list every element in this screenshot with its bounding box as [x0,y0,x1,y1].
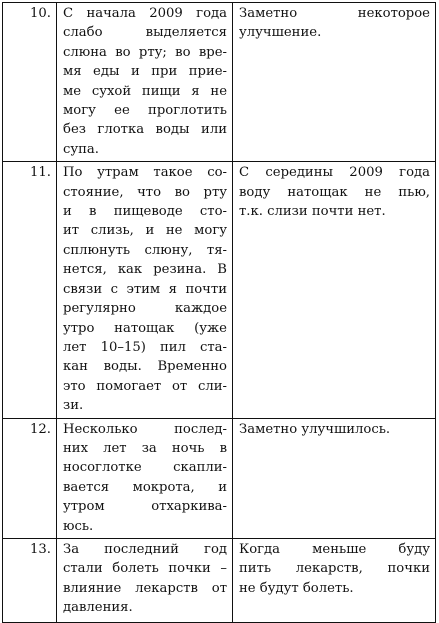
symptoms-table [2,2,436,623]
text-line: утром отхаркива- [63,499,227,515]
text-line: мя еды и при прие- [63,64,227,80]
text-line: нется, как резина. В [63,262,227,278]
treatment-result [233,418,436,538]
text-line: лет 10–15) пил ста- [63,339,227,355]
table-row [3,538,436,622]
text-line: не будут болеть. [239,580,354,596]
text-line: вается мокрота, и [63,479,227,495]
symptom-description [57,3,233,162]
text-line: За последний год [63,541,227,557]
text-line: регулярно каждое [63,301,227,317]
text-line: связи с этим я почти [63,281,227,297]
table-row [3,162,436,418]
table-body [3,3,436,623]
text-line: носоглотке скапли- [63,460,227,476]
text-line: могу ее проглотить [63,103,227,119]
text-line: них лет за ночь в [63,440,227,456]
text-line: Когда меньше буду [239,541,430,557]
text-line: утро натощак (уже [63,320,227,336]
symptom-description [57,538,233,622]
text-line: стали болеть почки – [63,561,227,577]
text-line: ит слизь, и не могу [63,223,227,239]
text-line: это помогает от сли- [63,378,227,394]
text-line: слабо выделяется [63,25,227,41]
text-line: Несколько послед- [63,421,227,437]
text-line: Заметно некоторое [239,6,430,21]
treatment-result [233,538,436,622]
text-line: сплюнуть слюну, тя- [63,242,227,258]
symptom-description [57,418,233,538]
text-line: стояние, что во рту [63,184,227,200]
symptom-description [57,162,233,418]
table-row [3,418,436,538]
text-line: Заметно улучшилось. [239,421,391,437]
text-line: кан воды. Временно [63,359,227,375]
text-line: влияние лекарств от [63,580,227,596]
text-line: ме сухой пищи я не [63,83,227,99]
text-line: пить лекарств, почки [239,561,430,577]
row-number: 11. [3,162,57,418]
row-number: 12. [3,418,57,538]
text-line: т.к. слизи почти нет. [239,204,386,220]
text-line: слюна во рту; во вре- [63,44,227,60]
text-line: С середины 2009 года [239,165,430,181]
text-line: По утрам такое со- [63,165,227,181]
row-number: 10. [3,3,57,162]
text-line: воду натощак не пью, [239,184,430,200]
row-number: 13. [3,538,57,622]
text-line: улучшение. [239,25,322,41]
table-row [3,3,436,162]
text-line: без глотка воды или [63,122,227,138]
text-line: супа. [63,141,99,157]
text-line: давления. [63,600,133,616]
text-line: и в пищеводе сто- [63,204,227,220]
treatment-result [233,162,436,418]
text-line: зи. [63,398,84,414]
text-line: юсь. [63,518,94,534]
text-line: С начала 2009 года [63,6,227,21]
treatment-result [233,3,436,162]
